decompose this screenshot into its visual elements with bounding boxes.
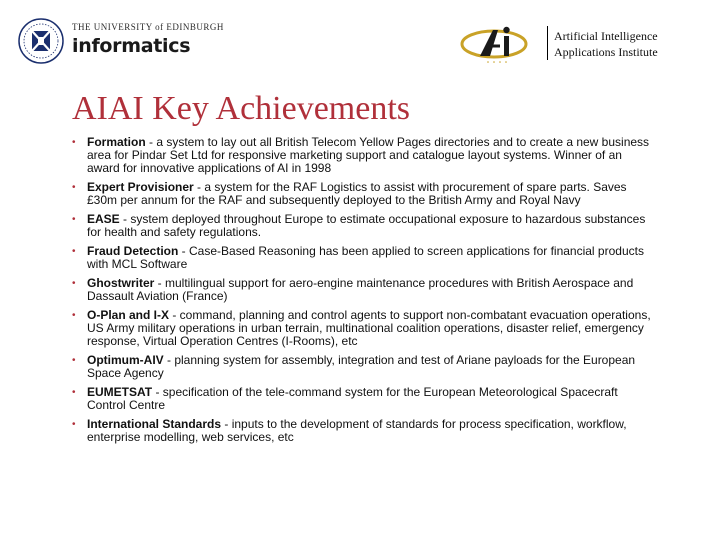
achievement-description: - system deployed throughout Europe to estimate occupational exposure to hazardous substances for health and safety regulations.: [87, 212, 646, 239]
bullet-icon: •: [72, 182, 76, 193]
achievement-name: O-Plan and I-X: [87, 308, 170, 322]
achievement-description: - inputs to the development of standards for process specification, workflow, enterprise modelling, web services, etc: [87, 417, 627, 444]
list-item: [72, 386, 656, 412]
achievement-name: Optimum-AIV: [87, 353, 164, 367]
achievement-description: - multilingual support for aero-engine maintenance procedures with British Aerospace and Dassault Aviation (France): [87, 276, 634, 303]
school-name: informatics: [72, 35, 191, 57]
achievement-name: Fraud Detection: [87, 244, 179, 258]
institute-name-line1: Artificial Intelligence: [554, 29, 658, 43]
bullet-icon: •: [72, 278, 76, 289]
list-item: [72, 309, 656, 348]
university-crest-icon: [18, 18, 64, 64]
bullet-icon: •: [72, 355, 76, 366]
institute-name: [554, 28, 658, 60]
achievement-name: Formation: [87, 135, 146, 149]
achievement-description: - planning system for assembly, integration and test of Ariane payloads for the European Space Agency: [87, 353, 636, 380]
achievement-description: - a system to lay out all British Telecom Yellow Pages directories and to create a new business area for Pindar Set Ltd for responsive marketing support and catalogue layout systems. Winner of an award for innovative applications of AI in 1998: [87, 135, 650, 175]
achievement-description: - command, planning and control agents to support non-combatant evacuation operations, US Army military operations in urban terrain, multinational coalition operations, disaster relief, emergency response, Virtual Operation Centres (I-Rooms), etc: [87, 308, 651, 348]
achievement-description: - specification of the tele-command system for the European Meteorological Spacecraft Control Centre: [87, 385, 618, 412]
list-item: [72, 354, 656, 380]
slide-header: [0, 0, 720, 80]
university-wordmark: [72, 22, 224, 57]
bullet-icon: •: [72, 387, 76, 398]
list-item: [72, 136, 656, 175]
list-item: [72, 213, 656, 239]
bullet-icon: •: [72, 419, 76, 430]
aiai-logo-icon: [460, 22, 540, 66]
achievement-name: Ghostwriter: [87, 276, 155, 290]
list-item: [72, 418, 656, 444]
achievement-name: EASE: [87, 212, 120, 226]
achievement-name: EUMETSAT: [87, 385, 153, 399]
list-item: [72, 245, 656, 271]
bullet-icon: •: [72, 246, 76, 257]
achievement-description: - a system for the RAF Logistics to assist with procurement of spare parts. Saves £30m per annum for the RAF and subsequently deployed to the British Army and Royal Navy: [87, 180, 627, 207]
slide-title: AIAI Key Achievements: [72, 90, 411, 127]
list-item: [72, 277, 656, 303]
achievement-description: - Case-Based Reasoning has been applied to screen applications for financial products with MCL Software: [87, 244, 644, 271]
bullet-icon: •: [72, 137, 76, 148]
bullet-icon: •: [72, 310, 76, 321]
achievement-name: International Standards: [87, 417, 222, 431]
logo-divider: [547, 26, 548, 60]
institute-name-line2: Applications Institute: [554, 45, 658, 59]
list-item: [72, 181, 656, 207]
achievements-list: [72, 136, 656, 450]
bullet-icon: •: [72, 214, 76, 225]
university-name: THE UNIVERSITY of EDINBURGH: [72, 22, 224, 32]
achievement-name: Expert Provisioner: [87, 180, 194, 194]
